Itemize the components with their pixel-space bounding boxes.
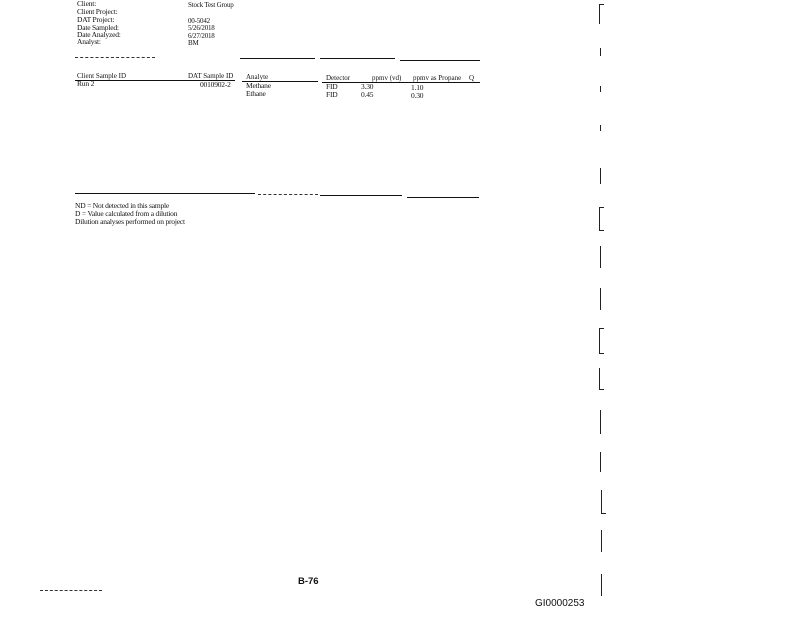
cell-ppmv: 0.45 [361, 90, 374, 99]
client-project-label: Client Project: [77, 7, 118, 16]
cell-ppmv-propane: 1.10 [411, 83, 424, 92]
scan-edge-mark [601, 513, 606, 514]
divider-top-left [75, 57, 155, 58]
scan-edge-mark [600, 452, 601, 472]
scan-edge-mark [601, 574, 602, 596]
divider-top-mid [240, 58, 315, 59]
scan-edge-mark [599, 328, 604, 329]
document-id: GI0000253 [535, 598, 585, 609]
divider-top-right [400, 60, 480, 61]
note-nd: ND = Not detected in this sample [75, 201, 170, 210]
scan-edge-mark [601, 490, 602, 514]
dat-project-label: DAT Project: [77, 15, 115, 24]
col-client-sample-id: Client Sample ID [77, 72, 126, 80]
client-value: Stock Test Group [188, 1, 234, 9]
scan-edge-mark [601, 530, 602, 552]
cell-detector: FID [326, 82, 338, 91]
scan-edge-mark [599, 207, 604, 208]
date-sampled-value: 5/26/2018 [188, 24, 215, 32]
scan-edge-mark [599, 389, 604, 390]
col-q: Q [469, 74, 475, 82]
scan-edge-mark [599, 207, 600, 231]
cell-ppmv-propane: 0.30 [411, 91, 424, 100]
page-number: B-76 [298, 576, 319, 587]
analyst-value: BM [188, 39, 199, 47]
scan-edge-mark [600, 288, 601, 310]
scan-edge-mark [600, 86, 601, 92]
cell-analyte: Ethane [246, 89, 266, 98]
scan-edge-mark [599, 4, 600, 24]
header-underline-right [322, 82, 480, 83]
scan-edge-mark [599, 368, 600, 390]
scan-edge-mark [600, 168, 601, 184]
divider-top-mid2 [320, 58, 395, 59]
scan-edge-mark [599, 230, 604, 231]
cell-detector: FID [326, 90, 338, 99]
divider-bottom-mid2 [320, 195, 402, 196]
scan-edge-mark [599, 328, 600, 354]
cell-dat-id: 0010902-2 [200, 80, 231, 89]
col-ppmv-propane: ppmv as Propane [413, 74, 462, 82]
col-analyte: Analyte [246, 73, 269, 81]
col-ppmv: ppmv (vd) [372, 74, 402, 82]
scan-edge-mark [599, 4, 604, 5]
scan-edge-mark [600, 125, 601, 131]
date-analyzed-label: Date Analyzed: [77, 30, 121, 39]
note-dilution: Dilution analyses performed on project [75, 217, 185, 226]
footer-left-rule [40, 590, 102, 591]
divider-bottom-right [407, 197, 479, 198]
cell-client-id: Run 2 [77, 79, 95, 88]
client-label: Client: [77, 0, 97, 8]
scan-edge-mark [600, 48, 601, 56]
note-d: D = Value calculated from a dilution [75, 209, 178, 218]
cell-analyte: Methane [246, 81, 271, 90]
scan-edge-mark [600, 410, 601, 434]
col-dat-sample-id: DAT Sample ID [188, 72, 234, 80]
scan-edge-mark [600, 246, 601, 268]
analyst-label: Analyst: [77, 37, 101, 46]
cell-ppmv: 3.30 [361, 82, 374, 91]
divider-bottom-mid [258, 194, 318, 195]
col-detector: Detector [326, 74, 351, 82]
date-analyzed-value: 6/27/2018 [188, 32, 215, 40]
dat-project-value: 00-5042 [188, 17, 210, 25]
date-sampled-label: Date Sampled: [77, 23, 119, 32]
scan-edge-mark [599, 353, 604, 354]
divider-bottom-left [75, 193, 255, 194]
